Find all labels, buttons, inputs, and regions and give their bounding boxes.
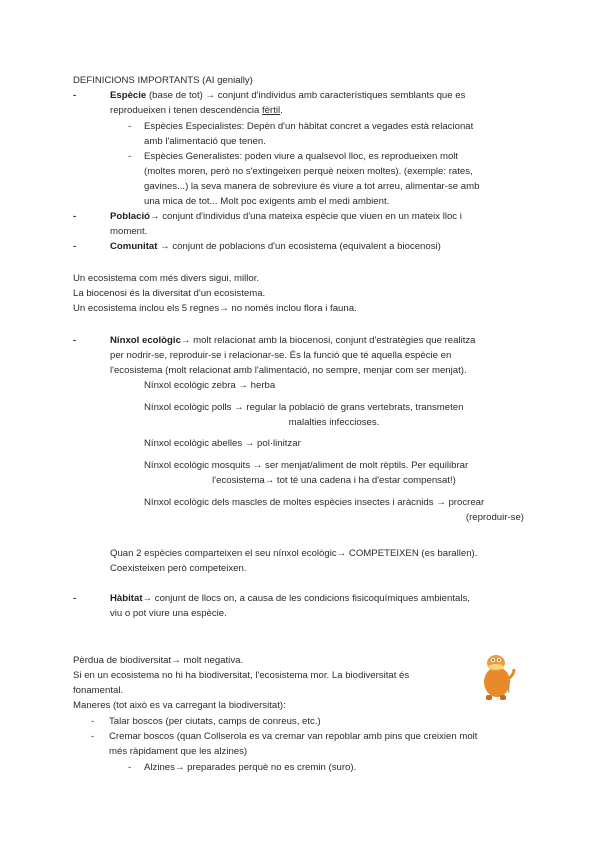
example-abelles — [144, 436, 524, 451]
definition-text: reprodueixen i tenen descendència — [110, 105, 263, 116]
subitem-line: gavines...) la seva manera de sobreviure és viure a tot arreu, alimentar-se amb — [144, 181, 480, 192]
example-polls — [144, 400, 524, 430]
example-line: Nínxol ecològic zebra → herba — [144, 380, 276, 391]
underlined-word: fèrtil — [262, 105, 281, 116]
bullet-dash: - — [73, 90, 77, 101]
biodiversity-loss — [73, 653, 493, 713]
subitem-line: una mica de tot... Molt poc exigents amb el medi ambient. — [144, 196, 390, 207]
note-line: Quan 2 espècies comparteixen el seu nínxol ecològic→ COMPETEIXEN (es barallen). — [110, 548, 478, 559]
definition-poblacio — [73, 209, 522, 239]
way-item — [91, 714, 531, 729]
definition-text: → conjunt d'individus d'una mateixa espècie que viuen en un mateix lloc i — [149, 211, 462, 222]
ecosystem-notes — [73, 271, 357, 316]
definition-text: per nodrir-se, reproduir-se i relacionar-se. És la funció que té aquella espècie en — [110, 350, 452, 361]
example-line: Nínxol ecològic polls → regular la població de grans vertebrats, transmeten — [144, 402, 464, 413]
definition-ninxol — [73, 333, 522, 378]
definition-comunitat — [73, 239, 522, 254]
ways-list — [91, 714, 531, 759]
way-line: més ràpidament que les alzines) — [109, 746, 248, 757]
note-line: Si en un ecosistema no hi ha biodiversitat, l'ecosistema mor. La biodiversitat és — [73, 670, 410, 681]
note-line: La biocenosi és la diversitat d'un ecosistema. — [73, 288, 266, 299]
lorax-mascot-icon — [476, 649, 520, 703]
definition-text: l'ecosistema (molt relacionat amb l'alimentació, no sempre, menjar com ser menjat). — [110, 365, 467, 376]
term-poblacio: Població — [110, 211, 150, 222]
compete-note — [110, 546, 477, 576]
definition-text: viu o pot viure una espècie. — [110, 608, 227, 619]
example-line: Nínxol ecològic dels mascles de moltes espècies insectes i aràcnids → procrear — [144, 497, 485, 508]
way-line: Talar boscos (per ciutats, camps de conreus, etc.) — [109, 716, 321, 727]
term-comunitat: Comunitat — [110, 241, 158, 252]
bullet-dash: - — [73, 335, 77, 346]
subitem-line: Espècies Especialistes: Depèn d'un hàbitat concret a vegades està relacionat — [144, 121, 474, 132]
definition-habitat — [73, 591, 522, 621]
definition-text: → molt relacionat amb la biocenosi, conjunt d'estratègies que realitza — [180, 335, 476, 346]
term-especie: Espècie — [110, 90, 147, 101]
mascot-label: i — [508, 686, 510, 695]
note-line: Un ecosistema com més divers sigui, millor. — [73, 273, 260, 284]
example-line: Nínxol ecològic abelles → pol·linitzar — [144, 438, 301, 449]
note-line: fonamental. — [73, 685, 124, 696]
subitem-generalistes — [128, 149, 520, 209]
subitem-line: Espècies Generalistes: poden viure a qualsevol lloc, es reprodueixen molt — [144, 151, 459, 162]
definition-especie — [73, 88, 522, 118]
subitem-line: amb l'alimentació que tenen. — [144, 136, 266, 147]
sub-dash: - — [128, 151, 132, 162]
note-line: Maneres (tot això es va carregant la biodiversitat): — [73, 700, 286, 711]
way-line: Alzines→ preparades perquè no es cremin (suro). — [144, 762, 357, 773]
sub-dash: - — [91, 731, 95, 742]
definition-text: → conjunt de poblacions d'un ecosistema (equivalent a biocenosi) — [157, 241, 441, 252]
definition-text: moment. — [110, 226, 148, 237]
bullet-dash: - — [73, 593, 77, 604]
sub-dash: - — [91, 716, 95, 727]
definition-text: . — [280, 105, 283, 116]
note-line: Un ecosistema inclou els 5 regnes→ no només inclou flora i fauna. — [73, 303, 357, 314]
term-habitat: Hàbitat — [110, 593, 143, 604]
section-heading: DEFINICIONS IMPORTANTS (AI genially) — [73, 75, 253, 86]
ways-subitem — [128, 760, 356, 775]
way-line: Cremar boscos (quan Collserola es va cremar van repoblar amb pins que creixien molt — [109, 731, 478, 742]
note-line: Coexisteixen però competeixen. — [110, 563, 247, 574]
sub-dash: - — [128, 121, 132, 132]
example-line: Nínxol ecològic mosquits → ser menjat/aliment de molt rèptils. Per equilibrar — [144, 460, 469, 471]
subitem-line: (moltes moren, però no s'extingeixen perquè neixen moltes). (exemple: rates, — [144, 166, 473, 177]
example-mosquits — [144, 458, 524, 488]
example-line: (reproduir-se) — [465, 512, 524, 523]
way-item — [91, 729, 531, 759]
bullet-dash: - — [73, 211, 77, 222]
definition-text: → conjunt de llocs on, a causa de les condicions fisicoquímiques ambientals, — [142, 593, 470, 604]
sub-dash: - — [128, 762, 132, 773]
example-line: l'ecosistema→ tot té una cadena i ha d'estar compensat!) — [212, 475, 456, 486]
subitem-especialistes — [128, 119, 520, 149]
example-mascles — [144, 495, 524, 525]
bullet-dash: - — [73, 241, 77, 252]
example-line: malalties infeccioses. — [288, 417, 380, 428]
example-zebra — [144, 378, 524, 393]
note-line: Pèrdua de biodiversitat→ molt negativa. — [73, 655, 244, 666]
term-ninxol: Nínxol ecològic — [110, 335, 181, 346]
definition-text: (base de tot) → conjunt d'individus amb característiques semblants que es — [146, 90, 466, 101]
